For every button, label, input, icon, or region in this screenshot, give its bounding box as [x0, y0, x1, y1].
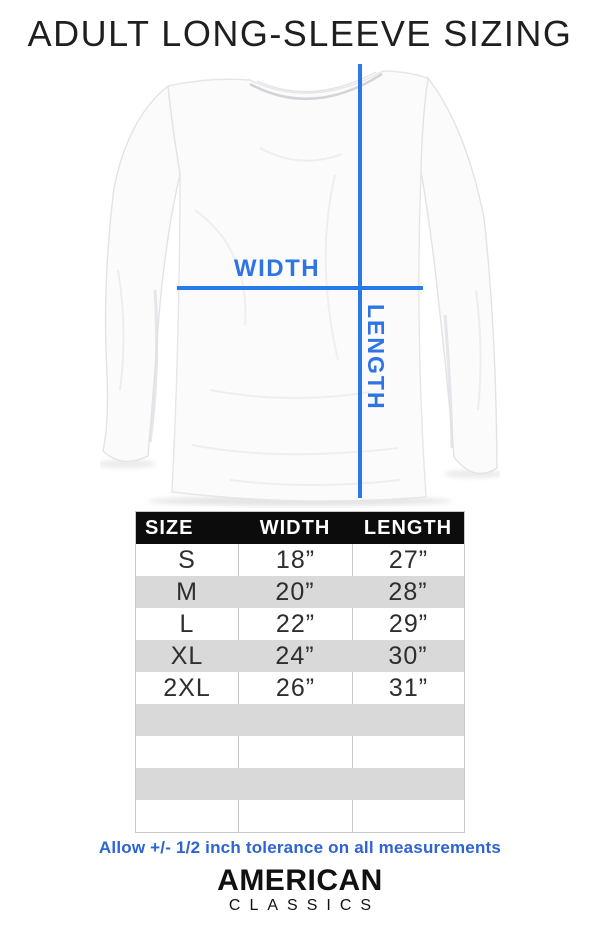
width-value: 18” — [238, 544, 352, 576]
size-value: 2XL — [163, 673, 211, 702]
brand-logo — [0, 865, 600, 914]
length-value: 29” — [352, 608, 464, 640]
size-table — [135, 511, 465, 833]
length-measure-label: LENGTH — [363, 304, 389, 411]
tolerance-note: Allow +/- 1/2 inch tolerance on all measurements — [98, 838, 502, 857]
size-value: M — [176, 577, 198, 606]
table-row-xl — [136, 640, 464, 672]
column-header-width: WIDTH — [259, 516, 331, 539]
brand-name-classics: CLASSICS — [228, 896, 381, 914]
length-value: 28” — [388, 577, 428, 606]
width-value: 22” — [238, 608, 352, 640]
brand-name-american: AMERICAN — [217, 864, 383, 897]
table-row-l — [136, 608, 464, 640]
column-header-size: SIZE — [145, 516, 194, 539]
table-row-s — [136, 544, 464, 576]
length-value: 27” — [352, 544, 464, 576]
width-value: 24” — [275, 641, 315, 670]
table-row-2xl — [136, 672, 464, 704]
length-value: 30” — [388, 641, 428, 670]
width-measure-label: WIDTH — [233, 255, 321, 282]
shirt-left-sleeve — [103, 86, 180, 461]
empty-table-row — [136, 768, 464, 800]
shirt-right-sleeve — [421, 78, 497, 473]
long-sleeve-shirt-image — [100, 60, 500, 508]
table-row-m — [136, 576, 464, 608]
size-value: S — [178, 545, 196, 574]
empty-table-row — [136, 800, 464, 832]
shirt-diagram — [100, 60, 500, 508]
column-header-length: LENGTH — [363, 516, 453, 539]
width-value: 20” — [275, 577, 315, 606]
empty-table-row — [136, 704, 464, 736]
size-value: L — [179, 609, 195, 638]
width-value: 26” — [238, 672, 352, 704]
empty-table-row — [136, 736, 464, 768]
page-title: ADULT LONG-SLEEVE SIZING — [27, 13, 573, 54]
size-table-header — [136, 512, 464, 544]
length-value: 31” — [352, 672, 464, 704]
size-value: XL — [170, 641, 204, 670]
